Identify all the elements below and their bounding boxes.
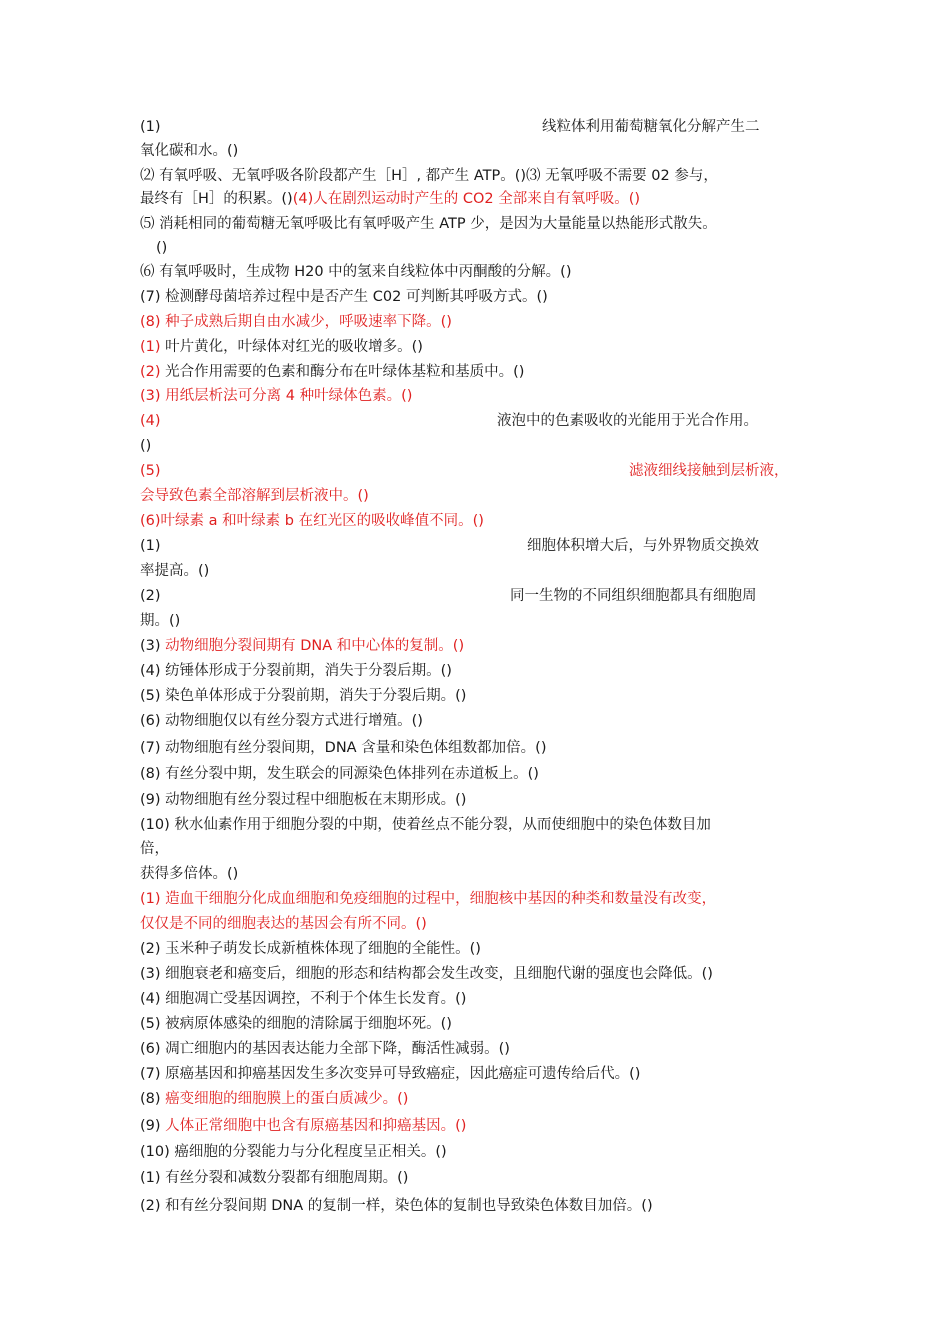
text-line: (4) 纺锤体形成于分裂前期，消失于分裂后期。() bbox=[140, 663, 452, 679]
text-line: (1) 线粒体利用葡萄糖氧化分解产生二 bbox=[140, 119, 760, 135]
text-line: 率提高。() bbox=[140, 563, 210, 579]
text-line: (3) 用纸层析法可分离 4 种叶绿体色素。() bbox=[140, 388, 413, 404]
text-line: ⑸ 消耗相同的葡萄糖无氧呼吸比有氧呼吸产生 ATP 少，是因为大量能量以热能形式散失。 bbox=[140, 216, 717, 232]
text-line: (6)叶绿素 a 和叶绿素 b 在红光区的吸收峰值不同。() bbox=[140, 513, 484, 529]
text-line: (1) 造血干细胞分化成血细胞和免疫细胞的过程中，细胞核中基因的种类和数量没有改变， bbox=[140, 891, 717, 907]
text-line: (7) 动物细胞有丝分裂间期，DNA 含量和染色体组数都加倍。() bbox=[140, 740, 547, 756]
text-line: 获得多倍体。() bbox=[140, 866, 239, 882]
text-line: (5) 被病原体感染的细胞的清除属于细胞坏死。() bbox=[140, 1016, 452, 1032]
text-line: (2) 和有丝分裂间期 DNA 的复制一样，染色体的复制也导致染色体数目加倍。() bbox=[140, 1198, 653, 1214]
text-line: (2) 玉米种子萌发长成新植株体现了细胞的全能性。() bbox=[140, 941, 481, 957]
text-line: (3) 细胞衰老和癌变后，细胞的形态和结构都会发生改变，且细胞代谢的强度也会降低。() bbox=[140, 966, 713, 982]
text-line: (5) 染色单体形成于分裂前期，消失于分裂后期。() bbox=[140, 688, 467, 704]
text-line: 氧化碳和水。() bbox=[140, 143, 239, 159]
text-line: ⑵ 有氧呼吸、无氧呼吸各阶段都产生［H］, 都产生 ATP。()⑶ 无氧呼吸不需要 02 参与， bbox=[140, 168, 718, 184]
text-line: (9) 人体正常细胞中也含有原癌基因和抑癌基因。() bbox=[140, 1118, 467, 1134]
text-line: (8) 有丝分裂中期，发生联会的同源染色体排列在赤道板上。() bbox=[140, 766, 539, 782]
text-line: (2) 光合作用需要的色素和酶分布在叶绿体基粒和基质中。() bbox=[140, 364, 525, 380]
text-line: (1) 有丝分裂和减数分裂都有细胞周期。() bbox=[140, 1170, 409, 1186]
text-line: 仅仅是不同的细胞表达的基因会有所不同。() bbox=[140, 916, 427, 932]
text-line: (1) 细胞体积增大后，与外界物质交换效 bbox=[140, 538, 759, 554]
text-line: () bbox=[156, 240, 168, 256]
text-line: (8) 种子成熟后期自由水减少，呼吸速率下降。() bbox=[140, 314, 452, 330]
text-line: (7) 原癌基因和抑癌基因发生多次变异可导致癌症，因此癌症可遗传给后代。() bbox=[140, 1066, 641, 1082]
text-line: (10) 癌细胞的分裂能力与分化程度呈正相关。() bbox=[140, 1144, 447, 1160]
text-line: (4) 细胞凋亡受基因调控，不利于个体生长发育。() bbox=[140, 991, 467, 1007]
text-line: (9) 动物细胞有丝分裂过程中细胞板在末期形成。() bbox=[140, 792, 467, 808]
text-line: (6) 动物细胞仅以有丝分裂方式进行增殖。() bbox=[140, 713, 423, 729]
text-line: (10) 秋水仙素作用于细胞分裂的中期，使着丝点不能分裂，从而使细胞中的染色体数目加 bbox=[140, 817, 711, 833]
text-line: (3) 动物细胞分裂间期有 DNA 和中心体的复制。() bbox=[140, 638, 465, 654]
text-line: ⑹ 有氧呼吸时，生成物 H20 中的氢来自线粒体中丙酮酸的分解。() bbox=[140, 264, 572, 280]
text-line: 会导致色素全部溶解到层析液中。() bbox=[140, 488, 369, 504]
text-line: 最终有［H］的积累。()(4)人在剧烈运动时产生的 CO2 全部来自有氧呼吸。() bbox=[140, 191, 641, 207]
text-line: () bbox=[140, 438, 152, 454]
text-line: (6) 凋亡细胞内的基因表达能力全部下降，酶活性减弱。() bbox=[140, 1041, 510, 1057]
text-line: (7) 检测酵母菌培养过程中是否产生 C02 可判断其呼吸方式。() bbox=[140, 289, 548, 305]
text-line: (1) 叶片黄化，叶绿体对红光的吸收增多。() bbox=[140, 339, 423, 355]
text-line: (2) 同一生物的不同组织细胞都具有细胞周 bbox=[140, 588, 757, 604]
text-line: 倍， bbox=[140, 841, 169, 857]
text-line: 期。() bbox=[140, 613, 181, 629]
text-line: (8) 癌变细胞的细胞膜上的蛋白质减少。() bbox=[140, 1091, 409, 1107]
text-line: (5) 滤液细线接触到层析液， bbox=[140, 463, 789, 479]
text-line: (4) 液泡中的色素吸收的光能用于光合作用。 bbox=[140, 413, 758, 429]
